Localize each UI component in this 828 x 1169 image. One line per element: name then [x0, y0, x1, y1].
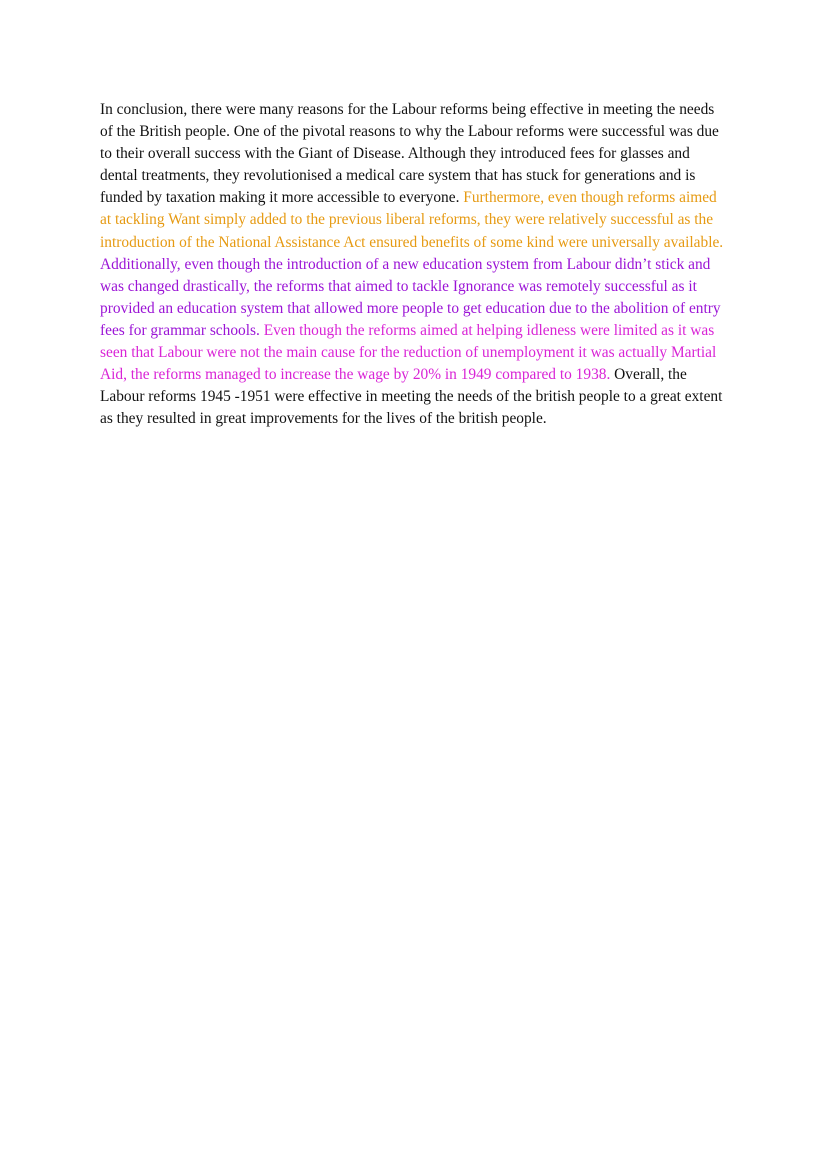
want-text: Furthermore, even though reforms aimed at tackling Want simply added to the previous liberal reforms, they were relatively successful as the introduction of the National Assistance Act ensured benefits of some kind were universally available. — [100, 189, 724, 251]
conclusion-paragraph — [100, 99, 728, 430]
intro-disease-text: In conclusion, there were many reasons for the Labour reforms being effective in meeting the needs of the British people. One of the pivotal reasons to why the Labour reforms were successful was due to their overall success with the Giant of Disease. Although they introduced fees for glasses and dental treatments, they revolutionised a medical care system that has stuck for generations and is funded by taxation making it more accessible to everyone. — [100, 101, 719, 207]
overall-text: Overall, the Labour reforms 1945 -1951 were effective in meeting the needs of the british people to a great extent as they resulted in great improvements for the lives of the british people. — [100, 366, 723, 428]
ignorance-text: Additionally, even though the introduction of a new education system from Labour didn’t stick and was changed drastically, the reforms that aimed to tackle Ignorance was remotely successful as it provided an education system that allowed more people to get education due to the abolition of entry fees for grammar schools. — [100, 255, 721, 339]
idleness-text: Even though the reforms aimed at helping idleness were limited as it was seen that Labour were not the main cause for the reduction of unemployment it was actually Martial Aid, the reforms managed to increase the wage by 20% in 1949 compared to 1938. — [100, 321, 717, 384]
